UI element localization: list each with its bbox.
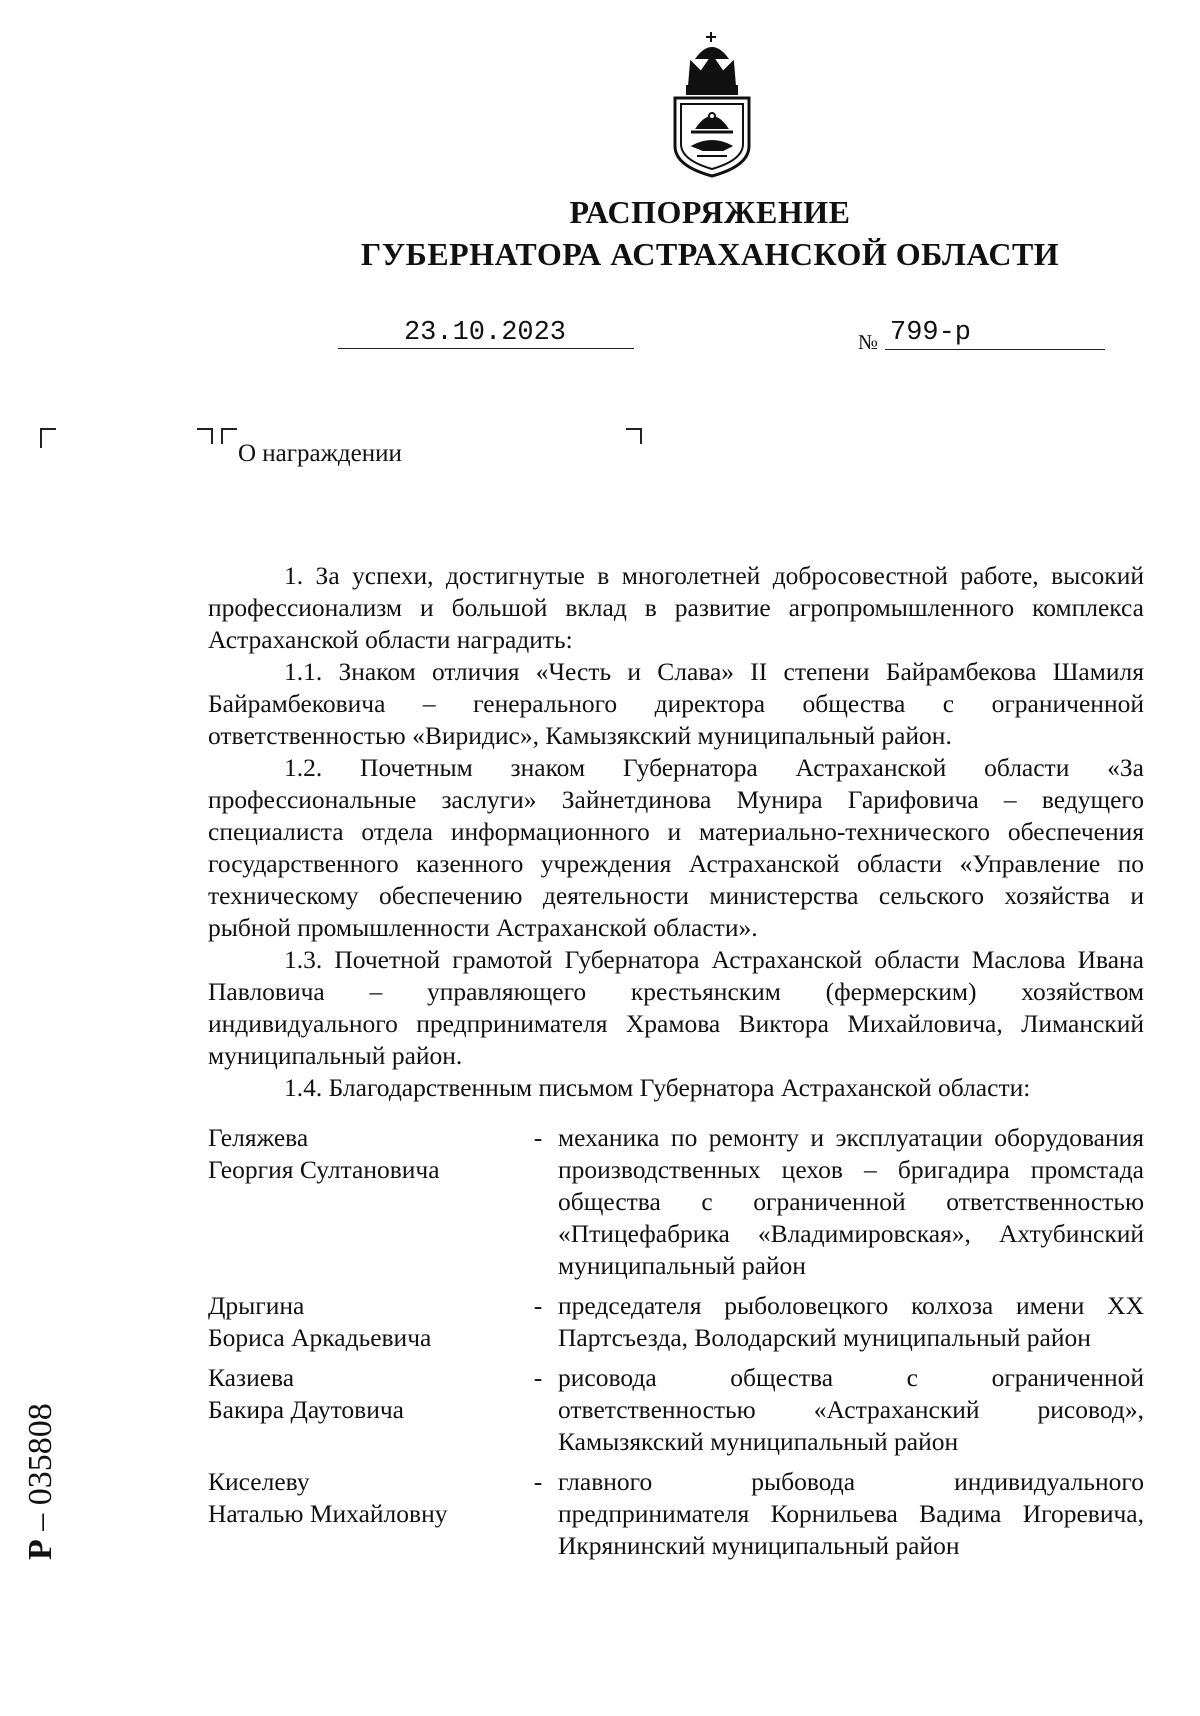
awardee-row	[208, 1466, 1144, 1562]
awardee-surname: Казиева	[208, 1363, 295, 1392]
date-underline	[338, 348, 634, 349]
awardee-given-name: Бакира Даутовича	[208, 1395, 404, 1424]
awardee-dash: -	[533, 1363, 543, 1392]
paragraph: 1.4. Благодарственным письмом Губернатора Астраханской области:	[284, 1073, 1031, 1102]
corner-mark	[40, 428, 56, 448]
awardee-given-name: Наталью Михайловну	[208, 1499, 448, 1528]
paragraph: 1.1. Знаком отличия «Честь и Слава» II степени Байрамбекова Шамиля Байрамбековича – генерального директора общества с ограниченной ответственностью «Виридис», Камызякский муниципальный район.	[208, 657, 1144, 750]
awardee-given-name: Георгия Султановича	[208, 1155, 440, 1184]
awardee-surname: Киселеву	[208, 1467, 310, 1496]
awardee-row	[208, 1122, 1144, 1282]
awardee-description: механика по ремонту и эксплуатации оборудования производственных цехов – бригадира промстада общества с ограниченной ответственностью «Птицефабрика «Владимировская», Ахтубинский муниципальный район	[558, 1123, 1144, 1280]
awardee-name	[208, 1122, 518, 1282]
awardee-surname: Дрыгина	[208, 1291, 305, 1320]
paragraph: 1.2. Почетным знаком Губернатора Астраханской области «За профессиональные заслуги» Зайнетдинова Мунира Гарифовича – ведущего специалиста отдела информационного и материально-технического обеспечения государственного казенного учреждения Астраханской области «Управление по техническому обеспечению деятельности министерства сельского хозяйства и рыбной промышленности Астраханской области».	[208, 753, 1144, 942]
awardee-surname: Геляжева	[208, 1123, 309, 1152]
document-date: 23.10.2023	[403, 318, 567, 348]
document-title-line1: РАСПОРЯЖЕНИЕ	[569, 194, 851, 230]
form-serial-number	[22, 1340, 60, 1560]
paragraph: 1.3. Почетной грамотой Губернатора Астраханской области Маслова Ивана Павловича – управляющего крестьянским (фермерским) хозяйством индивидуального предпринимателя Храмова Виктора Михайловича, Лиманский муниципальный район.	[208, 945, 1144, 1070]
serial-prefix: Р	[22, 1539, 59, 1560]
awardee-given-name: Бориса Аркадьевича	[208, 1323, 432, 1352]
coat-of-arms-emblem	[667, 28, 757, 178]
awardee-description: председателя рыболовецкого колхоза имени XX Партсъезда, Володарский муниципальный район	[558, 1291, 1144, 1352]
document-body	[208, 560, 1144, 1104]
awardee-name	[208, 1466, 518, 1562]
awardee-dash: -	[533, 1467, 543, 1496]
awardee-description: рисовода общества с ограниченной ответственностью «Астраханский рисовод», Камызякский муниципальный район	[558, 1363, 1144, 1456]
awardee-row	[208, 1290, 1144, 1354]
corner-mark	[197, 428, 213, 444]
number-sign: №	[858, 330, 879, 354]
corner-mark	[221, 428, 237, 444]
awardee-row	[208, 1362, 1144, 1458]
document-title-line2: ГУБЕРНАТОРА АСТРАХАНСКОЙ ОБЛАСТИ	[360, 236, 1060, 272]
awardee-dash: -	[533, 1123, 543, 1152]
document-number: 799-р	[890, 318, 972, 348]
corner-mark	[626, 428, 642, 444]
awardee-name	[208, 1362, 518, 1458]
awardee-dash: -	[533, 1291, 543, 1320]
awardee-name	[208, 1290, 518, 1354]
awardees-list	[208, 1122, 1144, 1570]
document-subject: О награждении	[238, 440, 402, 467]
awardee-description: главного рыбовода индивидуального предпринимателя Корнильева Вадима Игоревича, Икрянинский муниципальный район	[558, 1467, 1144, 1560]
serial-value: – 035808	[22, 1403, 59, 1531]
number-underline	[885, 349, 1105, 350]
paragraph: 1. За успехи, достигнутые в многолетней добросовестной работе, высокий профессионализм и большой вклад в развитие агропромышленного комплекса Астраханской области наградить:	[208, 561, 1144, 654]
